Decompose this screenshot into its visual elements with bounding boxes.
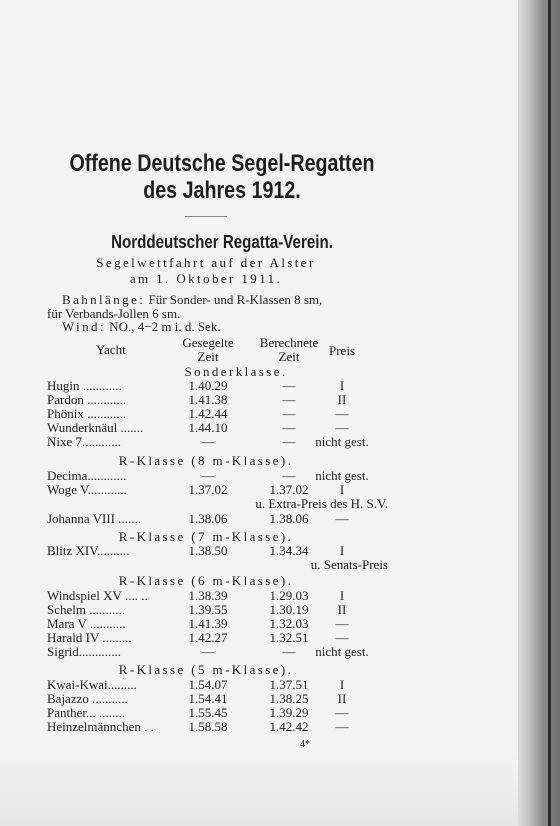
page-title-line2: des Jahres 1912. [143, 177, 301, 204]
prize: — [335, 705, 349, 720]
yacht-name: Schelm ........... [47, 602, 125, 617]
corrected-time: — [282, 420, 296, 435]
prize: — [335, 511, 349, 526]
yacht-name: Harald IV ......... [47, 630, 132, 645]
section-title: R-Klasse (6 m-Klasse). [118, 573, 294, 588]
sailed-time: 1.41.38 [188, 392, 228, 407]
sailed-time: 1.58.58 [188, 719, 228, 734]
table-row [0, 644, 518, 660]
event-line-1: Segelwettfahrt auf der Alster [96, 255, 316, 270]
table-row [0, 719, 518, 735]
prize: I [339, 588, 345, 603]
prize: — [335, 616, 349, 631]
corrected-time: 1.32.51 [269, 630, 309, 645]
header-preis: Preis [329, 343, 355, 358]
section-title: R-Klasse (8 m-Klasse). [118, 453, 294, 468]
page-title-line1: Offene Deutsche Segel-Regatten [69, 150, 375, 177]
yacht-name: Hugin ............ [47, 378, 122, 393]
prize: nicht gest. [315, 644, 369, 659]
corrected-time: — [282, 378, 296, 393]
sailed-time: 1.40.29 [188, 378, 228, 393]
table-row [0, 496, 518, 512]
divider [185, 216, 227, 217]
header-gesegelt-1: Gesegelte [182, 335, 234, 350]
sailed-time: — [201, 434, 215, 449]
prize: I [339, 677, 345, 692]
prize: — [335, 420, 349, 435]
yacht-name: Wunderknäul ....... [47, 420, 144, 435]
yacht-name: Pardon ............ [47, 392, 127, 407]
sailed-time: 1.54.07 [188, 677, 228, 692]
prize: nicht gest. [315, 434, 369, 449]
corrected-time: 1.29.03 [269, 588, 309, 603]
section-title: Sonderklasse. [184, 364, 288, 379]
section-title: R-Klasse (7 m-Klasse). [118, 529, 294, 544]
yacht-name: Kwai-Kwai......... [47, 677, 137, 692]
prize: II [337, 602, 347, 617]
sailed-time: 1.41.39 [188, 616, 228, 631]
yacht-name: Heinzelmännchen . . [47, 719, 154, 734]
wind-label: Wind: [62, 319, 106, 334]
table-row [0, 434, 518, 450]
sailed-time: 1.55.45 [188, 705, 228, 720]
sailed-time: 1.38.50 [188, 543, 228, 558]
sailed-time: 1.44.10 [188, 420, 228, 435]
table-row [0, 557, 518, 573]
sailed-time: 1.38.06 [188, 511, 228, 526]
prize: — [335, 630, 349, 645]
course-label: Bahnlänge: [62, 292, 146, 307]
bottom-shade [0, 750, 518, 826]
sailed-time: — [201, 644, 215, 659]
yacht-name: Bajazzo ........... [47, 691, 128, 706]
yacht-name: Decima............ [47, 468, 127, 483]
wind-line [62, 319, 221, 335]
prize: II [337, 392, 347, 407]
sailed-time: 1.39.55 [188, 602, 228, 617]
sailed-time: 1.37.02 [188, 482, 228, 497]
binding-shadow [548, 0, 551, 826]
table-row [0, 511, 518, 527]
yacht-name: Johanna VIII ....... [47, 511, 141, 526]
corrected-time: 1.39.29 [269, 705, 309, 720]
corrected-time: — [282, 392, 296, 407]
corrected-time: — [282, 406, 296, 421]
yacht-name: Windspiel XV .... .. [47, 588, 148, 603]
prize: II [337, 691, 347, 706]
header-gesegelt-2: Zeit [197, 349, 219, 364]
corrected-time: 1.34.34 [269, 543, 309, 558]
corrected-time: 1.32.03 [269, 616, 309, 631]
yacht-name: Phönix ............ [47, 406, 127, 421]
corrected-time: 1.42.42 [269, 719, 309, 734]
corrected-time: 1.37.51 [269, 677, 309, 692]
club-heading: Norddeutscher Regatta-Verein. [111, 232, 333, 252]
header-berechnet-1: Berechnete [259, 335, 319, 350]
prize: I [339, 543, 345, 558]
corrected-time: 1.37.02 [269, 482, 309, 497]
prize: — [335, 719, 349, 734]
course-text: Für Sonder- und R-Klassen 8 sm, [148, 292, 323, 307]
yacht-name: Panther... ........ [47, 705, 125, 720]
prize: I [339, 482, 345, 497]
prize: nicht gest. [315, 468, 369, 483]
sailed-time: 1.38.39 [188, 588, 228, 603]
header-berechnet-2: Zeit [278, 349, 300, 364]
corrected-time: 1.30.19 [269, 602, 309, 617]
corrected-time: — [282, 468, 296, 483]
corrected-time: 1.38.06 [269, 511, 309, 526]
corrected-time: — [282, 434, 296, 449]
sailed-time: — [201, 468, 215, 483]
corrected-time: 1.38.25 [269, 691, 309, 706]
yacht-name: Mara V ........... [47, 616, 126, 631]
header-yacht: Yacht [96, 342, 126, 357]
sailed-time: 1.42.27 [188, 630, 228, 645]
corrected-time: — [282, 644, 296, 659]
prize: — [335, 406, 349, 421]
prize: I [339, 378, 345, 393]
yacht-name: Blitz XIV.......... [47, 543, 130, 558]
yacht-name: Woge V............ [47, 482, 127, 497]
page-edge [518, 0, 560, 826]
extra-prize: u. Senats-Preis [310, 557, 388, 572]
yacht-name: Sigrid............. [47, 644, 122, 659]
extra-prize: u. Extra-Preis des H. S.V. [255, 496, 388, 511]
yacht-name: Nixe 7............ [47, 434, 122, 449]
page-number: 4* [300, 739, 310, 750]
wind-text: NO., 4−2 m i. d. Sek. [109, 319, 221, 334]
event-line-2: am 1. Oktober 1911. [129, 271, 283, 286]
section-title: R-Klasse (5 m-Klasse). [118, 662, 294, 677]
sailed-time: 1.54.41 [188, 691, 228, 706]
course-line-2: für Verbands-Jollen 6 sm. [47, 306, 181, 321]
sailed-time: 1.42.44 [188, 406, 228, 421]
